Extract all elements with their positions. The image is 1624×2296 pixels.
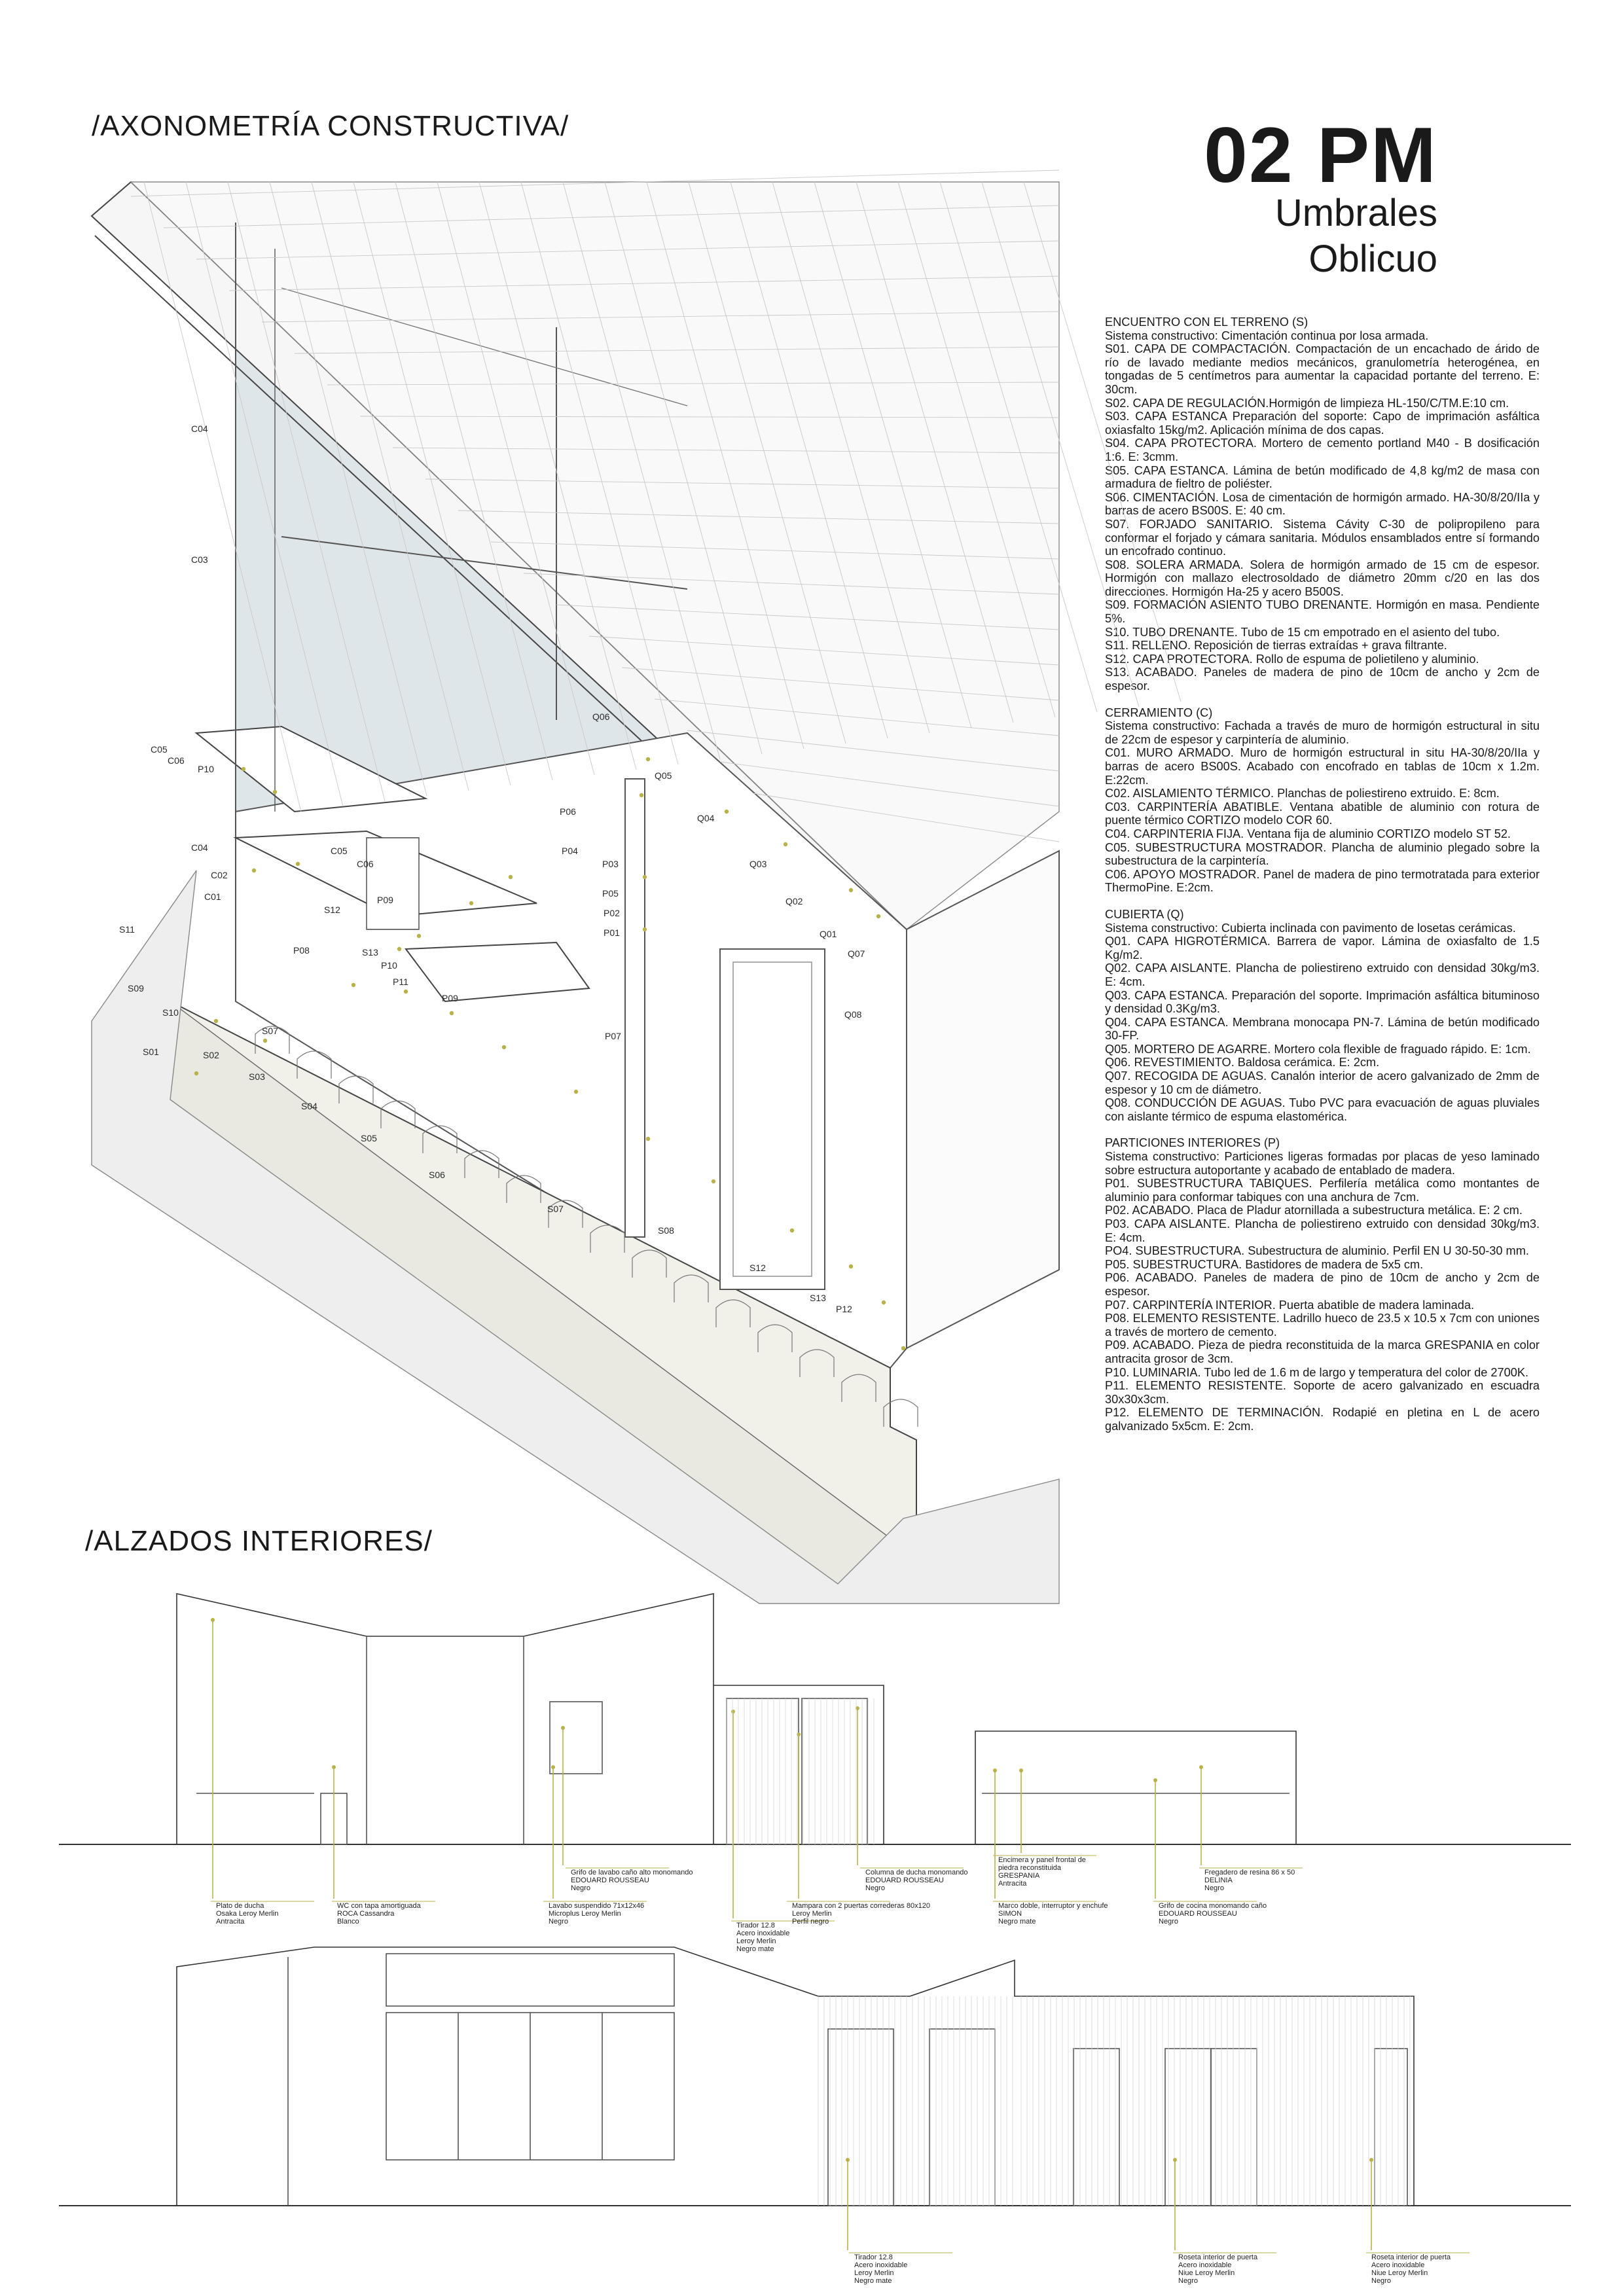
spec-item: C01. MURO ARMADO. Muro de hormigón estructural in situ HA-30/8/20/IIa y barras de acero BS00S. Acabado con encofrado en tablas de 10cm x 1.2m. E:22cm. (1105, 746, 1540, 787)
spec-item: Sistema constructivo: Cubierta inclinada con pavimento de losetas cerámicas. (1105, 921, 1516, 935)
callout-text: Negro (1159, 1918, 1178, 1926)
axo-label: S07 (262, 1026, 278, 1036)
callout-text: Niue Leroy Merlin (1178, 2269, 1235, 2277)
axo-label: C06 (168, 755, 185, 766)
axo-label: P11 (393, 977, 408, 987)
annotation-dot (784, 842, 787, 846)
spec-item: C04. CARPINTERIA FIJA. Ventana fija de aluminio CORTIZO modelo ST 52. (1105, 827, 1511, 840)
callout-dot (846, 2158, 850, 2162)
axo-label: Q01 (820, 929, 837, 939)
spec-item: Q01. CAPA HIGROTÉRMICA. Barrera de vapor. Lámina de oxiasfalto de 1.5 Kg/m2. (1105, 935, 1540, 961)
callout-text: Microplus Leroy Merlin (549, 1910, 621, 1918)
callout-dot (1153, 1778, 1157, 1782)
spec-item: P09. ACABADO. Pieza de piedra reconstituida de la marca GRESPANIA en color antracita grosor de 3cm. (1105, 1338, 1540, 1365)
annotation-dot (643, 875, 647, 879)
axo-label: Q05 (655, 770, 672, 781)
annotation-dot (352, 983, 355, 987)
axo-label: S12 (749, 1263, 766, 1273)
callout-text: Marco doble, interruptor y enchufe (998, 1902, 1108, 1910)
axo-label: C03 (191, 554, 208, 565)
callout-dot (332, 1765, 336, 1769)
callout-text: Columna de ducha monomando (865, 1869, 968, 1876)
callout-text: Negro (865, 1884, 885, 1892)
spec-item: P03. CAPA AISLANTE. Plancha de poliestireno extruido con densidad 30kg/m3. E: 4cm. (1105, 1217, 1540, 1244)
callout-dot (1019, 1768, 1023, 1772)
callout-dot (731, 1710, 735, 1713)
axo-label: S11 (119, 924, 135, 935)
annotation-dot (643, 927, 647, 931)
annotation-dot (725, 810, 729, 814)
spec-item: S02. CAPA DE REGULACIÓN.Hormigón de limpieza HL-150/C/TM.E:10 cm. (1105, 396, 1509, 410)
spec-item: P05. SUBESTRUCTURA. Bastidores de madera de 5x5 cm. (1105, 1257, 1424, 1271)
callout-text: EDOUARD ROUSSEAU (571, 1876, 649, 1884)
annotation-dot (263, 1039, 267, 1043)
callout-text: Negro (1204, 1884, 1224, 1892)
callout-text: Mampara con 2 puertas correderas 80x120 (792, 1902, 930, 1910)
callout-text: Niue Leroy Merlin (1371, 2269, 1428, 2277)
axo-label: S04 (301, 1101, 317, 1111)
annotation-dot (469, 901, 473, 905)
annotation-dot (450, 1011, 454, 1015)
annotation-dot (849, 1265, 853, 1268)
callout-text: Roseta interior de puerta (1178, 2253, 1258, 2261)
spec-item: Q04. CAPA ESTANCA. Membrana monocapa PN-7. Lámina de betún modificado 30-FP. (1105, 1015, 1540, 1043)
annotation-dot (194, 1071, 198, 1075)
callout-text: EDOUARD ROUSSEAU (1159, 1910, 1237, 1918)
axo-label: P10 (381, 960, 397, 971)
spec-group-heading: CERRAMIENTO (C) (1105, 706, 1213, 719)
annotation-dot (404, 990, 408, 994)
callout-text: Roseta interior de puerta (1371, 2253, 1451, 2261)
annotation-dot (242, 767, 245, 771)
callout-text: SIMON (998, 1910, 1022, 1918)
axo-label: C04 (191, 842, 208, 853)
annotation-dot (646, 1137, 650, 1141)
callout-text: Negro mate (998, 1918, 1036, 1926)
callout-dot (551, 1765, 555, 1769)
annotation-dot (397, 947, 401, 951)
axo-label: Q02 (785, 896, 803, 906)
axo-label: P04 (562, 846, 578, 856)
callout-text: Grifo de lavabo caño alto monomando (571, 1869, 693, 1876)
spec-item: S10. TUBO DRENANTE. Tubo de 15 cm empotrado en el asiento del tubo. (1105, 625, 1500, 639)
spec-item: Sistema constructivo: Cimentación continua por losa armada. (1105, 329, 1429, 342)
callout-text: Negro mate (854, 2277, 892, 2285)
callout-text: Tirador 12.8 (736, 1922, 775, 1929)
axo-label: Q08 (844, 1009, 862, 1020)
callout-text: Negro (1178, 2277, 1198, 2285)
spec-item: Q06. REVESTIMIENTO. Baldosa cerámica. E: 2cm. (1105, 1056, 1380, 1069)
spec-group-heading: PARTICIONES INTERIORES (P) (1105, 1136, 1280, 1150)
spec-item: S12. CAPA PROTECTORA. Rollo de espuma de polietileno y aluminio. (1105, 652, 1479, 666)
spec-item: P07. CARPINTERÍA INTERIOR. Puerta abatible de madera laminada. (1105, 1298, 1475, 1312)
annotation-dot (502, 1045, 506, 1049)
spec-item: P06. ACABADO. Paneles de madera de pino de 10cm de ancho y 2cm de espesor. (1105, 1271, 1540, 1298)
wood-cladding-hatch (727, 1698, 1410, 2206)
spec-item: PO4. SUBESTRUCTURA. Subestructura de aluminio. Perfil EN U 30-50-30 mm. (1105, 1244, 1529, 1258)
callout-text: Plato de ducha (216, 1902, 264, 1910)
axo-label: S13 (362, 947, 378, 958)
axo-label: C06 (357, 859, 374, 869)
spec-item: S09. FORMACIÓN ASIENTO TUBO DRENANTE. Hormigón en masa. Pendiente 5%. (1105, 598, 1540, 626)
annotation-dot (252, 869, 256, 872)
spec-item: C06. APOYO MOSTRADOR. Panel de madera de pino termotratada para exterior ThermoPine. E:2cm. (1105, 867, 1540, 895)
spec-item: C03. CARPINTERÍA ABATIBLE. Ventana abatible de aluminio con rotura de puente térmico CORTIZO modelo COR 60. (1105, 800, 1540, 827)
callout-text: WC con tapa amortiguada (337, 1902, 421, 1910)
callout-text: Perfil negro (792, 1918, 829, 1926)
callout-text: Antracita (216, 1918, 245, 1926)
annotation-dot (214, 1019, 218, 1023)
spec-item: Sistema constructivo: Fachada a través de muro de hormigón estructural in situ de 22cm de espesor y carpintería de aluminio. (1105, 719, 1540, 746)
section-title-axonometria: /AXONOMETRÍA CONSTRUCTIVA/ (92, 110, 569, 142)
callout-text: Leroy Merlin (736, 1937, 776, 1945)
axo-label: P02 (604, 908, 620, 918)
axo-label: P01 (604, 927, 620, 938)
spec-item: P12. ELEMENTO DE TERMINACIÓN. Rodapié en pletina en L de acero galvanizado 5x5cm. E: 2cm. (1105, 1406, 1540, 1433)
elevation-2-drawing (59, 1947, 1571, 2206)
axo-label: P08 (293, 945, 310, 956)
callout-dot (1369, 2158, 1373, 2162)
callout-text: Acero inoxidable (736, 1929, 790, 1937)
spec-item: C02. AISLAMIENTO TÉRMICO. Planchas de poliestireno extruido. E: 8cm. (1105, 787, 1500, 800)
axo-label: C05 (151, 744, 168, 755)
axo-label: S09 (128, 983, 144, 994)
callout-text: EDOUARD ROUSSEAU (865, 1876, 944, 1884)
axo-label: P12 (836, 1304, 852, 1314)
axo-label: S05 (361, 1133, 377, 1143)
sheet-subtitle-1: Umbrales (1274, 192, 1437, 234)
callout-text: Osaka Leroy Merlin (216, 1910, 279, 1918)
callout-text: ROCA Cassandra (337, 1910, 395, 1918)
callout-text: Negro (571, 1884, 590, 1892)
callout-text: Fregadero de resina 86 x 50 (1204, 1869, 1295, 1876)
axo-label: S13 (810, 1293, 826, 1303)
spec-item: Q08. CONDUCCIÓN DE AGUAS. Tubo PVC para evacuación de aguas pluviales con aislante térmico de espuma elastomérica. (1105, 1096, 1540, 1123)
spec-item: Q05. MORTERO DE AGARRE. Mortero cola flexible de fraguado rápido. E: 1cm. (1105, 1042, 1531, 1056)
spec-item: P01. SUBESTRUCTURA TABIQUES. Perfilería metálica como montantes de aluminio para conformar tabiques con una anchura de 7cm. (1105, 1177, 1540, 1204)
spec-item: C05. SUBESTRUCTURA MOSTRADOR. Plancha de aluminio plegado sobre la subestructura de la carpintería. (1105, 840, 1540, 868)
axo-label: Q04 (697, 813, 715, 823)
spec-item: S04. CAPA PROTECTORA. Mortero de cemento portland M40 - B dosificación 1:6. E: 3cmm. (1105, 437, 1540, 463)
axo-label: C04 (191, 423, 208, 434)
annotation-dot (901, 1346, 905, 1350)
callout-dot (561, 1726, 565, 1730)
sheet-code: 02 PM (1204, 111, 1437, 199)
annotation-dot (646, 757, 650, 761)
callout-text: Tirador 12.8 (854, 2253, 893, 2261)
elevation-1-callouts (211, 1618, 1303, 1953)
axo-label: S08 (658, 1225, 674, 1236)
axo-label: P06 (560, 806, 576, 817)
callout-dot (1199, 1765, 1203, 1769)
spec-group-heading: ENCUENTRO CON EL TERRENO (S) (1105, 315, 1308, 329)
axo-label: P05 (602, 888, 619, 899)
callout-text: Grifo de cocina monomando caño (1159, 1902, 1267, 1910)
callout-text: DELINIA (1204, 1876, 1233, 1884)
callout-text: GRESPANIA (998, 1872, 1040, 1880)
axo-label: P09 (442, 993, 458, 1003)
spec-item: S03. CAPA ESTANCA Preparación del soporte: Capo de imprimación asfáltica oxiasfalto 15kg/m2. Aplicación mínima de dos capas. (1105, 410, 1540, 437)
callout-text: Negro (549, 1918, 568, 1926)
annotation-dot (876, 914, 880, 918)
spec-item: S05. CAPA ESTANCA. Lámina de betún modificado de 4,8 kg/m2 de masa con armadura de fieltro de poliéster. (1105, 463, 1540, 491)
spec-group-heading: CUBIERTA (Q) (1105, 907, 1184, 921)
spec-item: S06. CIMENTACIÓN. Losa de cimentación de hormigón armado. HA-30/8/20/IIa y barras de acero BS00S. E: 40 cm. (1105, 490, 1540, 518)
axo-label: S01 (143, 1047, 159, 1057)
callout-text: Acero inoxidable (1178, 2261, 1232, 2269)
axo-label: S03 (249, 1071, 265, 1082)
axo-label: S10 (162, 1007, 179, 1018)
axo-label: Q07 (848, 948, 865, 959)
callout-dot (211, 1618, 215, 1622)
callout-text: Leroy Merlin (792, 1910, 832, 1918)
annotation-dot (882, 1300, 886, 1304)
axo-label: Q03 (749, 859, 767, 869)
axo-label: Q06 (592, 711, 610, 722)
spec-item: P11. ELEMENTO RESISTENTE. Soporte de acero galvanizado en escuadra 30x30x3cm. (1105, 1379, 1540, 1406)
axo-label: S12 (324, 905, 340, 915)
sheet-subtitle-2: Oblicuo (1308, 238, 1437, 280)
callout-text: Blanco (337, 1918, 359, 1926)
annotation-dot (849, 888, 853, 892)
callout-dot (993, 1768, 997, 1772)
annotation-dot (296, 862, 300, 866)
spec-item: P10. LUMINARIA. Tubo led de 1.6 m de largo y temperatura del color de 2700K. (1105, 1365, 1529, 1379)
callout-text: Negro mate (736, 1945, 774, 1953)
axo-label: P09 (377, 895, 393, 905)
spec-item: Sistema constructivo: Particiones ligeras formadas por placas de yeso laminado sobre estructura autoportante y acabado de entablado de madera. (1105, 1150, 1540, 1177)
axo-label: S02 (203, 1050, 219, 1060)
axo-label: P07 (605, 1031, 621, 1041)
annotation-dot (790, 1229, 794, 1232)
annotation-dot (509, 875, 513, 879)
callout-text: Lavabo suspendido 71x12x46 (549, 1902, 645, 1910)
axo-label: C01 (204, 891, 221, 902)
spec-item: P02. ACABADO. Placa de Pladur atornillada a subestructura metálica. E: 2 cm. (1105, 1204, 1523, 1217)
callout-text: Antracita (998, 1880, 1027, 1888)
annotation-dot (640, 793, 643, 797)
spec-item: S01. CAPA DE COMPACTACIÓN. Compactación de un encachado de árido de río de lavado mediante medios mecánicos, granulometría heterogénea, en tongadas de 5 centímetros para aumentar la capacidad portante del terreno. E: 30cm. (1105, 342, 1540, 396)
annotation-dot (712, 1179, 715, 1183)
spec-item: Q03. CAPA ESTANCA. Preparación del soporte. Imprimación asfáltica bituminoso y densidad 0.3Kg/m3. (1105, 988, 1540, 1016)
annotation-dot (417, 934, 421, 938)
callout-text: Acero inoxidable (1371, 2261, 1425, 2269)
spec-item: S13. ACABADO. Paneles de madera de pino de 10cm de ancho y 2cm de espesor. (1105, 666, 1540, 693)
axo-label: C02 (211, 870, 228, 880)
callout-text: Negro (1371, 2277, 1391, 2285)
spec-item: Q07. RECOGIDA DE AGUAS. Canalón interior de acero galvanizado de 2mm de espesor y 10 cm de diámetro. (1105, 1069, 1540, 1096)
axo-label: S06 (429, 1170, 445, 1180)
callout-text: piedra reconstituida (998, 1864, 1062, 1872)
axo-label: P03 (602, 859, 619, 869)
annotation-dot (574, 1090, 578, 1094)
axo-label: P10 (198, 764, 214, 774)
callout-text: Encimera y panel frontal de (998, 1856, 1086, 1864)
axo-label: S07 (547, 1204, 564, 1214)
axonometry-drawing (92, 182, 1059, 1604)
spec-item: S07. FORJADO SANITARIO. Sistema Cávity C-30 de polipropileno para conformar el forjado y cámara sanitaria. Módulos ensamblados entre sí formando un encofrado continuo. (1105, 517, 1540, 558)
annotation-dot (273, 790, 277, 794)
spec-item: P08. ELEMENTO RESISTENTE. Ladrillo hueco de 23.5 x 10.5 x 7cm con uniones a través de mortero de cemento. (1105, 1312, 1540, 1338)
spec-item: S11. RELLENO. Reposición de tierras extraídas + grava filtrante. (1105, 639, 1447, 653)
spec-item: S08. SOLERA ARMADA. Solera de hormigón armado de 15 cm de espesor. Hormigón con mallazo electrosoldado de diámetro 20mm c/20 en las dos direcciones. Hormigón Ha-25 y acero B500S. (1105, 558, 1540, 598)
callout-text: Leroy Merlin (854, 2269, 894, 2277)
callout-dot (1173, 2158, 1177, 2162)
spec-item: Q02. CAPA AISLANTE. Plancha de poliestireno extruido con densidad 30kg/m3. E: 4cm. (1105, 961, 1540, 988)
elevation-2-callouts (846, 2158, 1470, 2285)
axo-label: C05 (331, 846, 348, 856)
callout-text: Acero inoxidable (854, 2261, 908, 2269)
section-title-alzados: /ALZADOS INTERIORES/ (85, 1525, 433, 1557)
